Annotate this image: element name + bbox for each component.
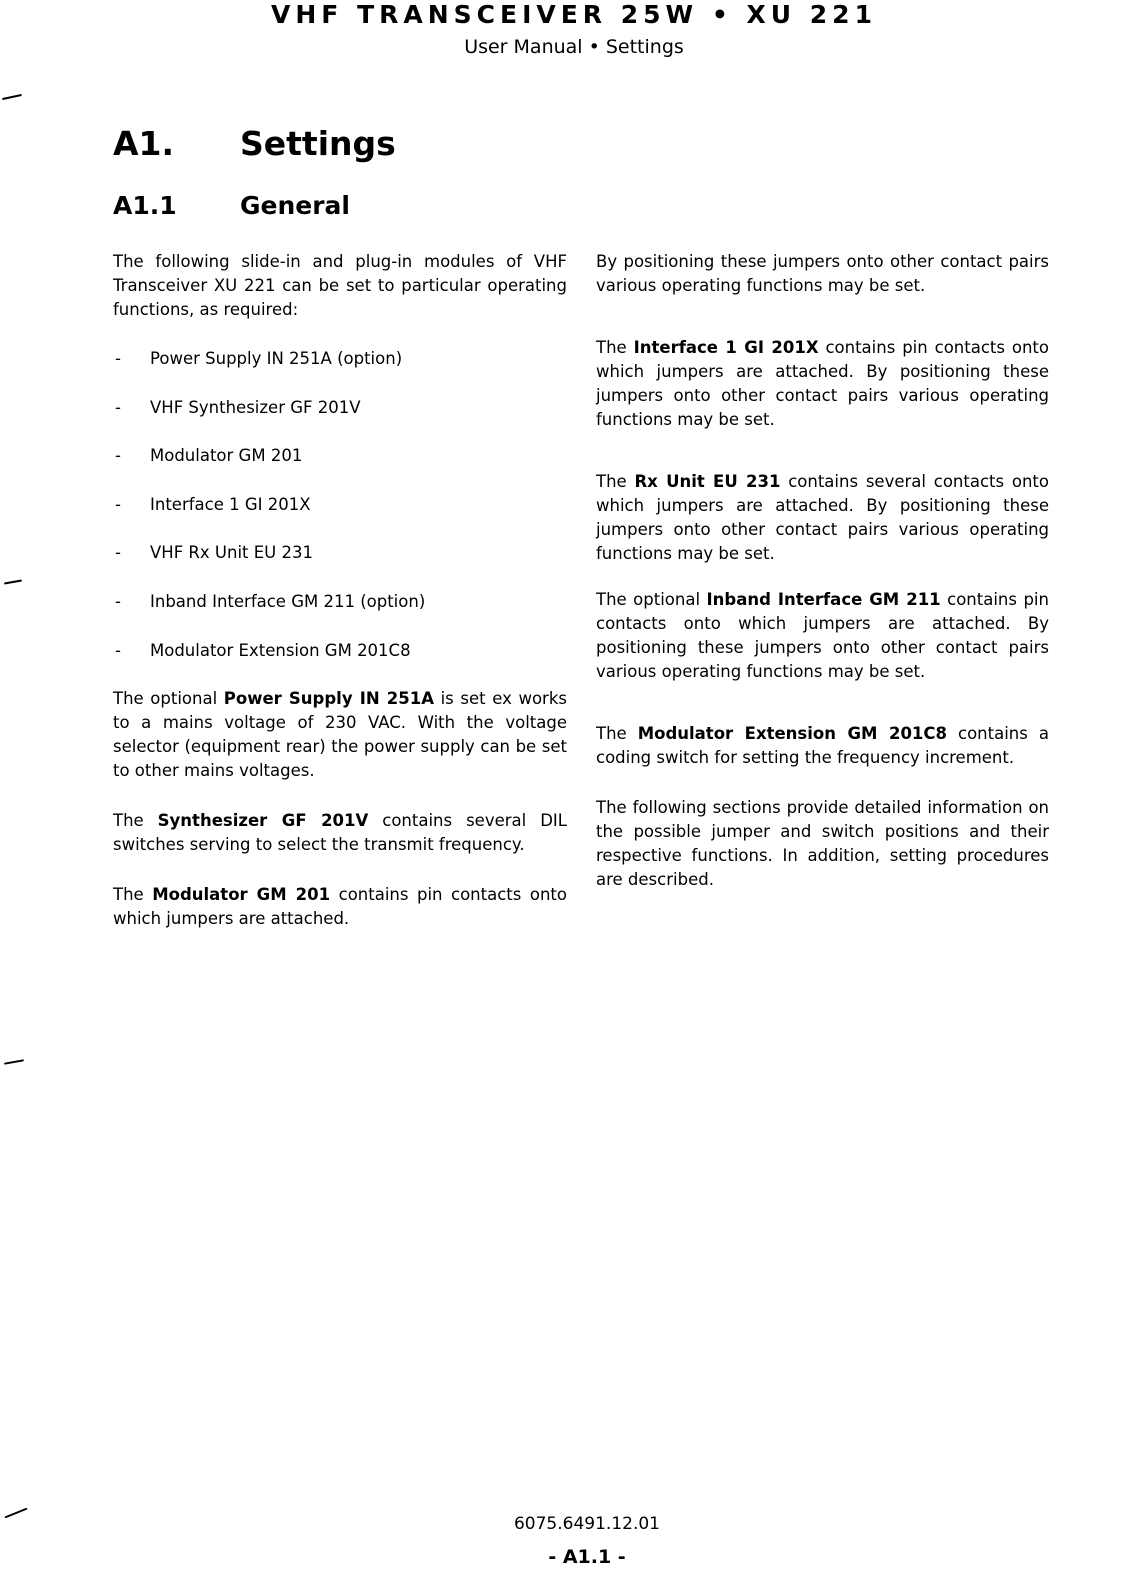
- rx-unit-paragraph: [596, 470, 1049, 566]
- text-run: The optional: [596, 590, 707, 609]
- list-item: - VHF Rx Unit EU 231: [113, 541, 567, 565]
- bold-term: Modulator GM 201: [152, 885, 331, 905]
- scan-mark: [4, 579, 22, 584]
- bold-term: Rx Unit EU 231: [634, 472, 781, 491]
- following-sections-paragraph: The following sections provide detailed information on the possible jumper and switch positions and their respective functions. In addition, setting procedures are described.: [596, 798, 1049, 889]
- scan-mark: [4, 1059, 24, 1064]
- running-header-title: VHF TRANSCEIVER 25W • XU 221: [271, 0, 877, 29]
- document-number: 6075.6491.12.01: [513, 1514, 660, 1534]
- text-run: is set ex works to a mains voltage of 230 VAC. With the voltage selector (equipment rear) the power supply can be set to other mains voltages.: [113, 689, 567, 781]
- scan-mark: [2, 94, 22, 100]
- chapter-title: Settings: [240, 124, 396, 163]
- running-header-subtitle: User Manual • Settings: [464, 36, 684, 58]
- bold-term: Interface 1 GI 201X: [633, 338, 819, 357]
- power-supply-paragraph: [113, 687, 567, 783]
- bold-term: Modulator Extension GM 201C8: [637, 724, 947, 743]
- text-run: The: [113, 811, 158, 831]
- chapter-number: A1.: [113, 124, 175, 163]
- inband-paragraph: [596, 588, 1049, 684]
- right-column: [596, 250, 1049, 892]
- bold-term: Synthesizer GF 201V: [157, 811, 369, 831]
- module-list: [113, 347, 567, 663]
- text-run: contains several contacts onto which jumpers are attached. By positioning these jumpers onto other contact pairs various operating functions may be set.: [596, 472, 1049, 563]
- list-item: - Modulator GM 201: [113, 444, 567, 468]
- interface-paragraph: [596, 336, 1049, 432]
- text-run: The: [596, 724, 638, 743]
- text-run: contains pin contacts onto which jumpers are attached.: [113, 885, 567, 929]
- section-title: General: [240, 191, 350, 220]
- bold-term: Inband Interface GM 211: [706, 590, 941, 609]
- text-run: contains a coding switch for setting the frequency increment.: [596, 724, 1049, 767]
- list-item: - VHF Synthesizer GF 201V: [113, 396, 567, 420]
- jumpers-paragraph: By positioning these jumpers onto other contact pairs various operating functions may be set.: [596, 252, 1049, 295]
- left-column: [113, 250, 567, 931]
- text-run: contains several DIL switches serving to select the transmit frequency.: [113, 811, 567, 855]
- list-item: - Modulator Extension GM 201C8: [113, 639, 567, 663]
- list-item: - Power Supply IN 251A (option): [113, 347, 567, 371]
- modulator-extension-paragraph: [596, 722, 1049, 770]
- text-run: contains pin contacts onto which jumpers are attached. By positioning these jumpers onto other contact pairs various operating functions may be set.: [596, 338, 1049, 429]
- text-run: The optional: [113, 689, 224, 709]
- modulator-paragraph: [113, 883, 567, 931]
- list-item: - Inband Interface GM 211 (option): [113, 590, 567, 614]
- text-run: The: [596, 338, 634, 357]
- bold-term: Power Supply IN 251A: [223, 689, 434, 709]
- text-run: The: [113, 885, 153, 905]
- synthesizer-paragraph: [113, 809, 567, 857]
- page-number: - A1.1 -: [548, 1546, 626, 1568]
- text-run: contains pin contacts onto which jumpers are attached. By positioning these jumpers onto other contact pairs various operating functions may be set.: [596, 590, 1049, 681]
- section-heading: [113, 191, 350, 220]
- intro-paragraph: The following slide-in and plug-in modules of VHF Transceiver XU 221 can be set to particular operating functions, as required:: [113, 252, 567, 319]
- section-number: A1.1: [113, 191, 177, 220]
- list-item: - Interface 1 GI 201X: [113, 493, 567, 517]
- chapter-heading: [113, 124, 396, 163]
- text-run: The: [596, 472, 635, 491]
